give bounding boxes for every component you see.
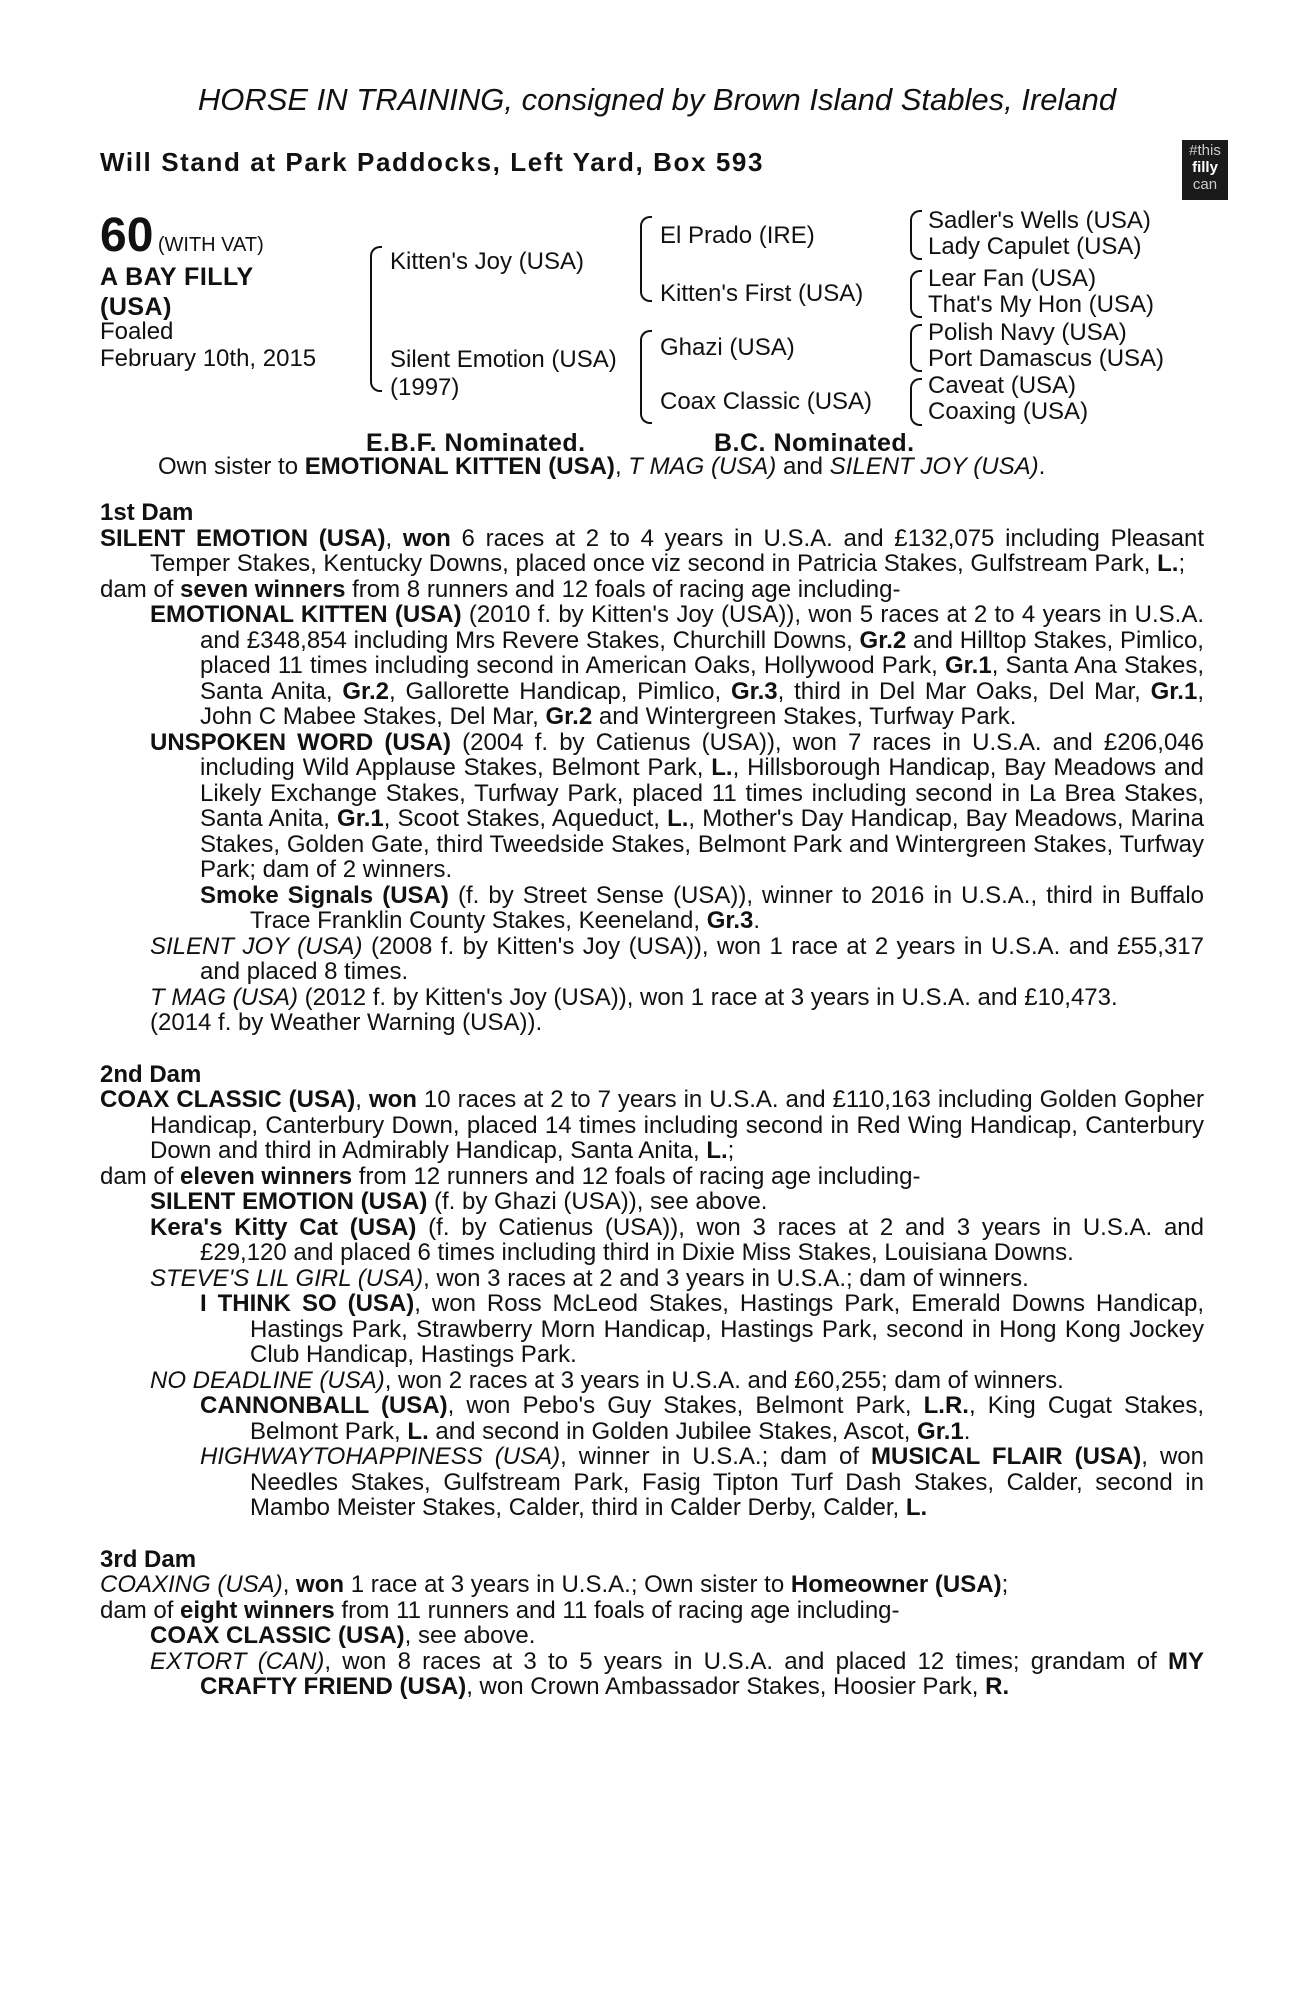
dam1-progeny-5: T MAG (USA) (2012 f. by Kitten's Joy (USA)), won 1 race at 3 years in U.S.A. and £10,473. [150,983,1118,1011]
brace-parents [370,246,382,392]
brace-g78 [910,378,922,426]
dam2-progeny-4: I THINK SO (USA), won Ross McLeod Stakes, Hastings Park, Emerald Downs Handicap, Hastings Park, Strawberry Morn Handicap, Hastings Park, second in Hong Kong Jockey Club Handicap, Hastings Park. [200,1290,1204,1368]
pedigree-g8: Coaxing (USA) [928,398,1089,425]
foaled-label: Foaled [100,318,174,345]
logo-line-1: #this [1189,142,1221,159]
pedigree-g7: Caveat (USA) [928,372,1077,399]
brace-dam-line [640,330,652,424]
dam3-heading: 3rd Dam [100,1545,197,1573]
dam2-record: COAX CLASSIC (USA), won 10 races at 2 to 7 years in U.S.A. and £110,163 including Golden Gopher Handicap, Canterbury Down, placed 14 times including second in Red Wing Handicap, Canterbury Down and third in Admirably Handicap, Santa Anita, L.; [100,1086,1205,1164]
pedigree-dam-dam: Coax Classic (USA) [660,388,873,415]
dam1-heading: 1st Dam [100,499,194,526]
pedigree-sire-dam: Kitten's First (USA) [660,280,864,307]
dam2-dam-of: dam of eleven winners from 12 runners and 12 foals of racing age including- [100,1162,921,1190]
dam2-progeny-2: Kera's Kitty Cat (USA) (f. by Catienus (USA)), won 3 races at 2 and 3 years in U.S.A. and £29,120 and placed 6 times including third in Dixie Miss Stakes, Louisiana Downs. [150,1213,1204,1266]
produce-record [100,500,1204,1700]
pedigree-g6: Port Damascus (USA) [928,345,1165,372]
pedigree-g4: That's My Hon (USA) [928,291,1154,318]
lot-description [100,262,254,322]
lot-description-line2: (USA) [100,293,172,321]
logo-line-2: filly [1192,159,1218,176]
lot-number: 60 [100,209,154,262]
dam1-progeny-3: Smoke Signals (USA) (f. by Street Sense (USA)), winner to 2016 in U.S.A., third in Buffalo Trace Franklin County Stakes, Keeneland, Gr.3. [200,881,1205,934]
pedigree-dam-sire: Ghazi (USA) [660,334,795,361]
dam1-progeny-1: EMOTIONAL KITTEN (USA) (2010 f. by Kitten's Joy (USA)), won 5 races at 2 to 4 years in U.S.A. and £348,854 including Mrs Revere Stakes, Churchill Downs, Gr.2 and Hilltop Stakes, Pimlico, placed 11 times including second in American Oaks, Hollywood Park, Gr.1, Santa Ana Stakes, Santa Anita, Gr.2, Gallorette Handicap, Pimlico, Gr.3, third in Del Mar Oaks, Del Mar, Gr.1, John C Mabee Stakes, Del Mar, Gr.2 and Wintergreen Stakes, Turfway Park. [150,601,1205,730]
brace-sire-line [640,216,652,302]
dam3-record: COAXING (USA), won 1 race at 3 years in U.S.A.; Own sister to Homeowner (USA); [100,1571,1009,1598]
own-sister-sep: , [614,453,629,480]
dam3-dam-of: dam of eight winners from 11 runners and 11 foals of racing age including- [100,1596,900,1624]
dam1-dam-of: dam of seven winners from 8 runners and 12 foals of racing age including- [100,575,901,603]
pedigree-dam: Silent Emotion (USA) [390,346,617,373]
bc-nominated: B.C. Nominated. [714,429,915,457]
lot-vat: (WITH VAT) [157,234,264,256]
stable-location: Will Stand at Park Paddocks, Left Yard, Box 593 [100,147,765,177]
lot-description-line1: A BAY FILLY [100,263,254,291]
own-sister-horse1: EMOTIONAL KITTEN (USA) [304,453,615,480]
dam2-progeny-6: CANNONBALL (USA), won Pebo's Guy Stakes, Belmont Park, L.R., King Cugat Stakes, Belmont Park, L. and second in Golden Jubilee Stakes, Ascot, Gr.1. [200,1392,1204,1445]
own-sister-line [158,453,1045,481]
foaled-info [100,318,316,372]
brace-g56 [910,324,922,372]
own-sister-end: . [1038,453,1046,480]
own-sister-horse2: T MAG (USA) [628,453,777,480]
pedigree-g2: Lady Capulet (USA) [928,233,1142,260]
pedigree-g3: Lear Fan (USA) [928,265,1097,292]
dam1-progeny-4: SILENT JOY (USA) (2008 f. by Kitten's Joy (USA)), won 1 race at 2 years in U.S.A. and £55,317 and placed 8 times. [150,932,1204,985]
dam2-progeny-5: NO DEADLINE (USA), won 2 races at 3 years in U.S.A. and £60,255; dam of winners. [150,1366,1064,1394]
own-sister-and: and [776,453,830,480]
pedigree-sire-sire: El Prado (IRE) [660,222,815,249]
dam3-progeny-2: EXTORT (CAN), won 8 races at 3 to 5 years in U.S.A. and placed 12 times; grandam of MY CRAFTY FRIEND (USA), won Crown Ambassador Stakes, Hoosier Park, R. [150,1647,1204,1700]
pedigree-sire: Kitten's Joy (USA) [390,248,584,275]
dam1-progeny-6: (2014 f. by Weather Warning (USA)). [150,1009,543,1036]
dam2-progeny-3: STEVE'S LIL GIRL (USA), won 3 races at 2 and 3 years in U.S.A.; dam of winners. [150,1264,1029,1292]
hashtag-logo [1182,140,1228,200]
page-subtitle: HORSE IN TRAINING, consigned by Brown Island Stables, Ireland [197,82,1117,117]
lot-header [100,208,264,263]
own-sister-horse3: SILENT JOY (USA) [829,453,1039,480]
dam2-heading: 2nd Dam [100,1060,202,1088]
own-sister-prefix: Own sister to [158,453,305,480]
ebf-nominated: E.B.F. Nominated. [366,429,586,457]
pedigree-dam-year: (1997) [390,374,460,401]
dam2-progeny-1: SILENT EMOTION (USA) (f. by Ghazi (USA)), see above. [150,1188,768,1215]
brace-g34 [910,270,922,318]
brace-g12 [910,210,922,260]
pedigree-g5: Polish Navy (USA) [928,319,1127,346]
dam1-progeny-2: UNSPOKEN WORD (USA) (2004 f. by Catienus (USA)), won 7 races in U.S.A. and £206,046 including Wild Applause Stakes, Belmont Park, L., Hillsborough Handicap, Bay Meadows and Likely Exchange Stakes, Turfway Park, placed 11 times including second in La Brea Stakes, Santa Anita, Gr.1, Scoot Stakes, Aqueduct, L., Mother's Day Handicap, Bay Meadows, Marina Stakes, Golden Gate, third Tweedside Stakes, Belmont Park and Wintergreen Stakes, Turfway Park; dam of 2 winners. [150,728,1204,883]
pedigree-g1: Sadler's Wells (USA) [928,207,1151,234]
foaled-date: February 10th, 2015 [100,345,317,372]
dam1-record: SILENT EMOTION (USA), won 6 races at 2 to 4 years in U.S.A. and £132,075 including Pleasant Temper Stakes, Kentucky Downs, placed once viz second in Patricia Stakes, Gulfstream Park, L.; [100,524,1204,577]
logo-line-3: can [1192,176,1218,193]
dam2-progeny-7: HIGHWAYTOHAPPINESS (USA), winner in U.S.A.; dam of MUSICAL FLAIR (USA), won Needles Stakes, Gulfstream Park, Fasig Tipton Turf Dash Stakes, Calder, second in Mambo Meister Stakes, Calder, third in Calder Derby, Calder, L. [200,1443,1204,1521]
dam3-progeny-1: COAX CLASSIC (USA), see above. [150,1622,536,1649]
